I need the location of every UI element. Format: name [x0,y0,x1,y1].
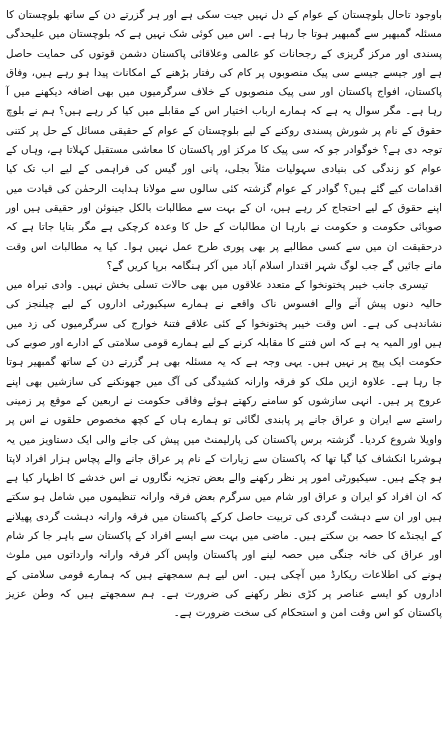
article-paragraph-2: تیسری جانب خیبر پختونخوا کے متعدد علاقوں میں بھی حالات تسلی بخش نہیں۔ وادی تیراہ میں حالیہ دنوں پیش آنے والے افسوس ناک واقعے نے ہمارے سیکیورٹی اداروں کے لیے چیلنجز کی نشاندہی کی ہے۔ اس وقت خیبر پختونخوا کے کئی علاقے فتنۂ خوارج کی سرگرمیوں کی زد میں ہیں اور المیہ یہ ہے کہ اس فتنے کا مقابلہ کرنے کے لیے ہمارے قومی سلامتی کے ادارے اور صوبے کی حکومت ایک پیج پر نہیں ہیں۔ یہی وجہ ہے کہ یہ مسئلہ بھی ہر گزرتے دن کے ساتھ گمبھیر ہوتا جا رہا ہے۔ علاوہ ازیں ملک کو فرقہ وارانہ کشیدگی کی آگ میں جھونکنے کی سازشیں بھی اپنے عروج پر ہیں۔ انہی سازشوں کو سامنے رکھتے ہوئے وفاقی حکومت نے اربعین کے موقع پر زمینی راستے سے ایران و عراق جانے پر پابندی لگائی تو ہمارے ہاں کے کچھ مخصوص حلقوں نے اس پر واویلا شروع کردیا۔ گزشتہ برس پاکستان کی پارلیمنٹ میں پیش کی جانے والی ایک دستاویز میں یہ ہوشربا انکشاف کیا گیا تھا کہ پاکستان سے زیارات کے نام پر عراق جانے والے پچاس ہزار افراد لاپتا ہو چکے ہیں۔ سیکیورٹی امور پر نظر رکھنے والے بعض تجزیہ نگاروں نے اس خدشے کا اظہار کیا ہے کہ ان افراد کو ایران و عراق اور شام میں سرگرم بعض فرقہ وارانہ تنظیموں میں شامل ہو سکتے ہیں اور ان سے دہشت گردی کی تربیت حاصل کرکے پاکستان میں فرقہ وارانہ دہشت گردی پھیلانے کے ایجنڈے کا حصہ بن سکتے ہیں۔ ماضی میں بہت سے ایسے افراد کے پاکستان سے باہر جا کر شام اور عراق کی خانہ جنگی میں حصہ لینے اور پاکستان واپس آکر فرقہ وارانہ وارداتوں میں ملوث ہونے کی اطلاعات ریکارڈ میں آچکی ہیں۔ اس لیے ہم سمجھتے ہیں کہ ہمارے قومی سلامتی کے اداروں کو ایسے عناصر پر کڑی نظر رکھنے کی ضرورت ہے۔ ہم سمجھتے ہیں کہ وطن عزیز پاکستان کو اس وقت امن و استحکام کی سخت ضرورت ہے۔ [6,279,442,620]
article-paragraph-1: باوجود تاحال بلوچستان کے عوام کے دل نہیں جیت سکی ہے اور ہر گزرتے دن کے ساتھ بلوچستان کا مسئلہ گمبھیر سے گمبھیر ہوتا جا رہا ہے۔ اس میں کوئی شک نہیں ہے کہ بلوچستان میں علیحدگی پسندی اور مرکز گریزی کے رجحانات کو عالمی وعلاقائی پاکستان دشمن قوتوں کی حمایت حاصل ہے اور جیسے جیسے سی پیک منصوبوں پر کام کی رفتار بڑھنے کے امکانات پیدا ہو رہے ہیں، وفاق پاکستان، افواج پاکستان اور سی پیک منصوبوں کے خلاف سرگرمیوں میں بھی اضافہ دیکھنے میں آ رہا ہے۔ مگر سوال یہ ہے کہ ہمارے ارباب اختیار اس کے مقابلے میں کیا کر رہے ہیں؟ ہم نے بلوچ حقوق کے نام پر شورش پسندی روکنے کے لیے بلوچستان کے عوام کے حقیقی مسائل کے حل پر کتنی توجہ دی ہے؟ خوگوادر جو کہ سی پیک کا مرکز اور پاکستان کا معاشی مستقبل کہلاتا ہے، وہاں کے عوام کو زندگی کی بنیادی سہولیات مثلاً بجلی، پانی اور گیس کی فراہمی کے لیے اب تک کیا اقدامات کیے گئے ہیں؟ گوادر کے عوام گزشتہ کئی سالوں سے مولانا ہدایت الرحمٰن کی قیادت میں اپنے حقوق کے لیے احتجاج کر رہے ہیں، ان کے بہت سے مطالبات بالکل جینوئن اور حقیقی ہیں اور صوبائی حکومت و حکومت نے بارہا ان مطالبات کے حل کا وعدہ کرچکی ہے مگر بتایا جاتا ہے کہ درحقیقت ان میں سے کسی مطالبے پر بھی پوری طرح عمل نہیں ہوا۔ کیا یہ مطالبات اس وقت مانے جائیں گے جب لوگ شہر اقتدار اسلام آباد میں آکر ہنگامہ برپا کریں گے؟ [6,9,442,272]
article-body [6,6,442,624]
